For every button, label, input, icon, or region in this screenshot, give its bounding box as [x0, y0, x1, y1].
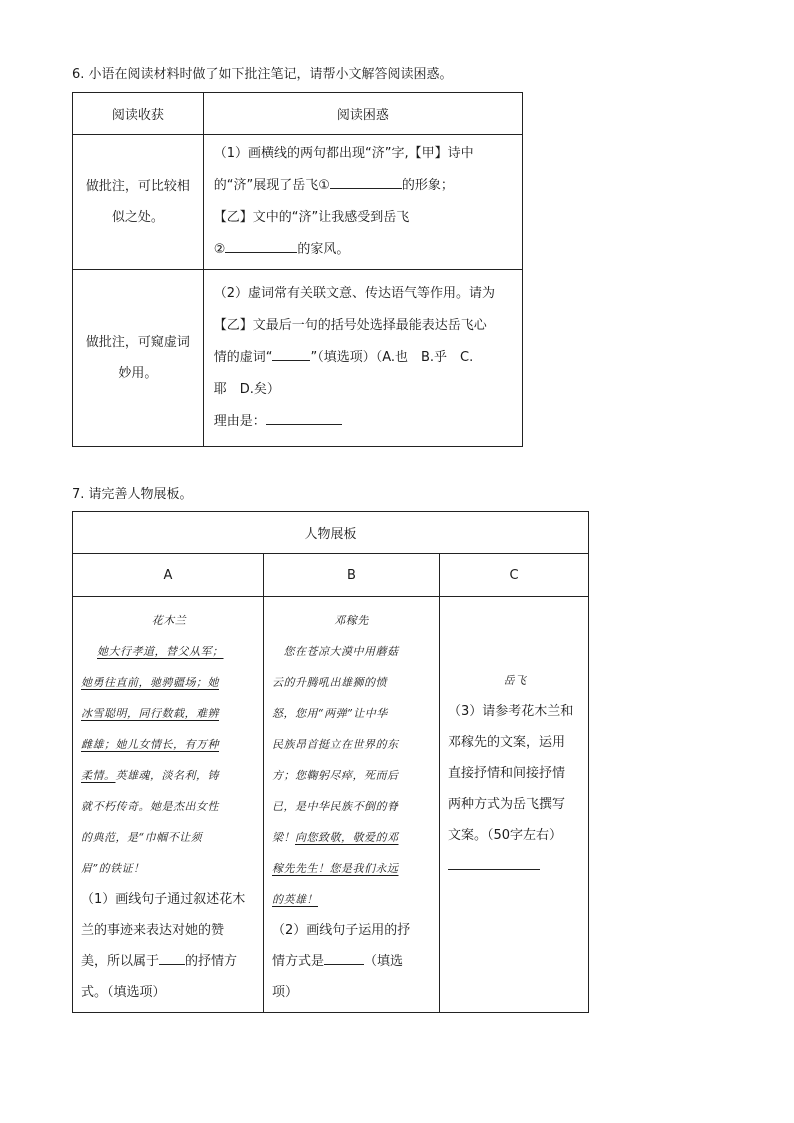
underlined-text: 柔情。 — [81, 769, 116, 782]
column-b-cell — [264, 597, 440, 1013]
text-line: 就不朽传奇。她是杰出女性 — [81, 800, 219, 813]
header-reading-confusion: 阅读困惑 — [203, 93, 522, 135]
confusion-1-line: （1）画横线的两句都出现“济”字,【甲】诗中 — [213, 146, 474, 161]
answer-blank-1[interactable] — [330, 174, 402, 189]
confusion-1-cell — [203, 135, 522, 270]
text: 的抒情方 — [185, 954, 238, 969]
gain-compare-line: 做批注，可比较相 — [85, 179, 190, 194]
underlined-line: 稼先先生！您是我们永远 — [272, 862, 399, 875]
prompt-line: 文案。（50字左右） — [448, 828, 563, 843]
question-line: 式。（填选项） — [81, 985, 166, 1000]
question-7-title: 7. 请完善人物展板。 — [72, 487, 193, 502]
text: ”（填选项）（A.也 B.乎 C. — [310, 350, 474, 365]
text-line: 的典范，是“巾帼不让须 — [81, 831, 203, 844]
text: 情的虚词“ — [213, 350, 273, 365]
person-name-mulan: 花木兰 — [151, 614, 187, 627]
text: 情方式是 — [272, 954, 325, 969]
text-line: 已，是中华民族不倒的脊 — [272, 800, 399, 813]
answer-blank-7[interactable] — [448, 855, 540, 870]
prompt-line: 两种方式为岳飞撰写 — [448, 797, 566, 812]
text-line: 您在苍凉大漠中用蘑菇 — [272, 645, 399, 658]
answer-blank-4[interactable] — [266, 410, 342, 425]
text: 理由是： — [213, 414, 266, 429]
text: （填选 — [364, 954, 404, 969]
question-line — [272, 946, 431, 977]
confusion-2-line: 耶 D.矣） — [213, 382, 280, 397]
confusion-2-line: （2）虚词常有关联文意、传达语气等作用。请为 — [213, 286, 495, 301]
gain-function-line: 妙用。 — [118, 366, 158, 381]
answer-blank-3[interactable] — [272, 346, 310, 361]
answer-blank-2[interactable] — [225, 238, 297, 253]
underlined-line: 她勇往直前，驰骋疆场；她 — [81, 676, 219, 689]
text: 英雄魂，淡名利，铸 — [115, 769, 219, 782]
gain-function-word-cell — [73, 270, 204, 447]
col-header-b: B — [264, 554, 440, 597]
question-line: （2）画线句子运用的抒 — [272, 923, 411, 938]
gain-compare-cell — [73, 135, 204, 270]
text-line: 云的升腾吼出雄狮的愤 — [272, 676, 387, 689]
text: 的形象； — [401, 178, 454, 193]
confusion-1-line: 【乙】文中的“济”让我感受到岳飞 — [213, 210, 410, 225]
underlined-line: 她大行孝道，替父从军； — [97, 645, 224, 658]
question-6-title: 6. 小语在阅读材料时做了如下批注笔记，请帮小文解答阅读困惑。 — [72, 67, 453, 82]
answer-blank-5[interactable] — [159, 950, 185, 965]
question-line: （1）画线句子通过叙述花木 — [81, 892, 246, 907]
gain-function-line: 做批注，可窥虚词 — [85, 335, 190, 350]
text-line: 方；您鞠躬尽瘁，死而后 — [272, 769, 399, 782]
answer-line[interactable] — [448, 851, 582, 882]
question-line: 项） — [272, 985, 299, 1000]
person-name-yuefei: 岳飞 — [503, 674, 527, 687]
text-line: 眉”的铁证！ — [81, 862, 145, 875]
question-line — [81, 946, 257, 977]
text: 的“济”展现了岳飞① — [213, 178, 330, 193]
text: 的家风。 — [297, 242, 350, 257]
question-line: 兰的事迹来表达对她的赞 — [81, 923, 225, 938]
column-a-cell — [73, 597, 264, 1013]
text-line: 民族昂首挺立在世界的东 — [272, 738, 399, 751]
underlined-text: 向您致敬，敬爱的邓 — [295, 831, 399, 844]
text-line: 怒，您用“两弹”让中华 — [272, 707, 388, 720]
confusion-1-line — [214, 170, 514, 202]
underlined-line: 雌雄；她儿女情长，有万种 — [81, 738, 219, 751]
text: 美，所以属于 — [81, 954, 160, 969]
confusion-2-line: 【乙】文最后一句的括号处选择最能表达岳飞心 — [213, 318, 487, 333]
prompt-line: 直接抒情和间接抒情 — [448, 766, 566, 781]
header-reading-gain: 阅读收获 — [73, 93, 204, 135]
underlined-line: 冰雪聪明，同行数载，难辨 — [81, 707, 219, 720]
question-7-table — [72, 511, 589, 1013]
underlined-line: 的英雄！ — [272, 893, 318, 906]
prompt-line: 邓稼先的文案，运用 — [448, 735, 566, 750]
confusion-2-line — [214, 406, 514, 438]
question-6-table — [72, 92, 523, 447]
prompt-line: （3）请参考花木兰和 — [448, 704, 574, 719]
text: 梁！ — [272, 831, 295, 844]
mixed-line — [81, 760, 257, 791]
person-name-deng: 邓稼先 — [334, 614, 369, 627]
text: ② — [213, 242, 226, 257]
confusion-2-line — [214, 342, 514, 374]
confusion-2-cell — [203, 270, 522, 447]
gain-compare-line: 似之处。 — [111, 210, 164, 225]
answer-blank-6[interactable] — [324, 950, 364, 965]
confusion-1-line — [214, 234, 514, 266]
column-c-cell — [440, 597, 589, 1013]
col-header-a: A — [73, 554, 264, 597]
board-title: 人物展板 — [73, 512, 589, 554]
mixed-line — [272, 822, 431, 853]
col-header-c: C — [440, 554, 589, 597]
